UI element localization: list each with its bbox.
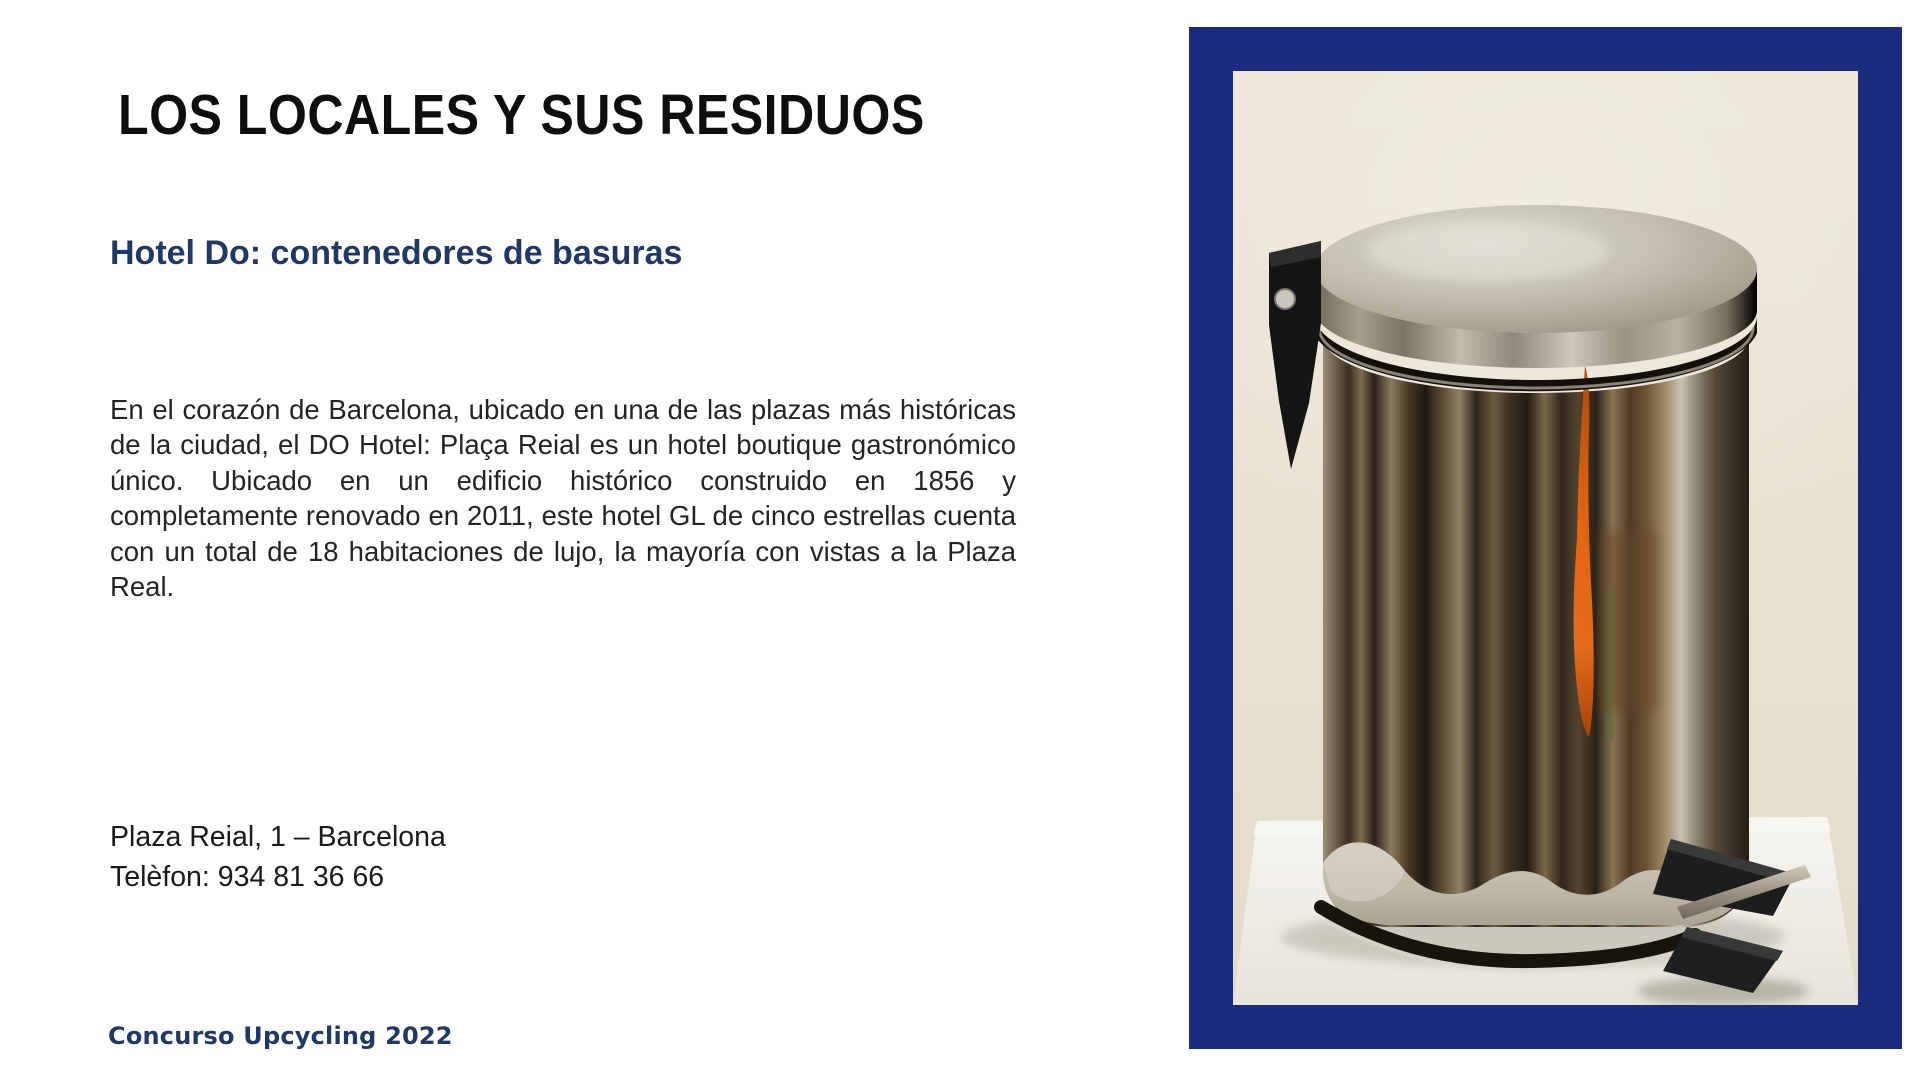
- address-line-1: Plaza Reial, 1 – Barcelona: [110, 821, 446, 853]
- trash-bin-illustration: [1233, 71, 1858, 1005]
- body-paragraph: En el corazón de Barcelona, ubicado en una de las plazas más históricas de la ciudad, el DO Hotel: Plaça Reial es un hotel boutique gastronómico único. Ubicado en un edificio histórico construido en 1856 y completamente renovado en 2011, este hotel GL de cinco estrellas cuenta con un total de 18 habitaciones de lujo, la mayoría con vistas a la Plaza Real.: [110, 393, 1016, 603]
- footer-credit: Concurso Upcycling 2022: [108, 1022, 453, 1050]
- address-block: [110, 818, 446, 897]
- address-line-2: Telèfon: 934 81 36 66: [110, 860, 385, 893]
- section-subtitle: Hotel Do: contenedores de basuras: [110, 234, 683, 272]
- photo-frame: [1189, 27, 1902, 1049]
- hotel-waste-bin-photo: [1233, 71, 1858, 1005]
- page-title: LOS LOCALES Y SUS RESIDUOS: [118, 83, 925, 147]
- hinge-pin: [1275, 289, 1295, 309]
- bin-body: [1323, 335, 1749, 927]
